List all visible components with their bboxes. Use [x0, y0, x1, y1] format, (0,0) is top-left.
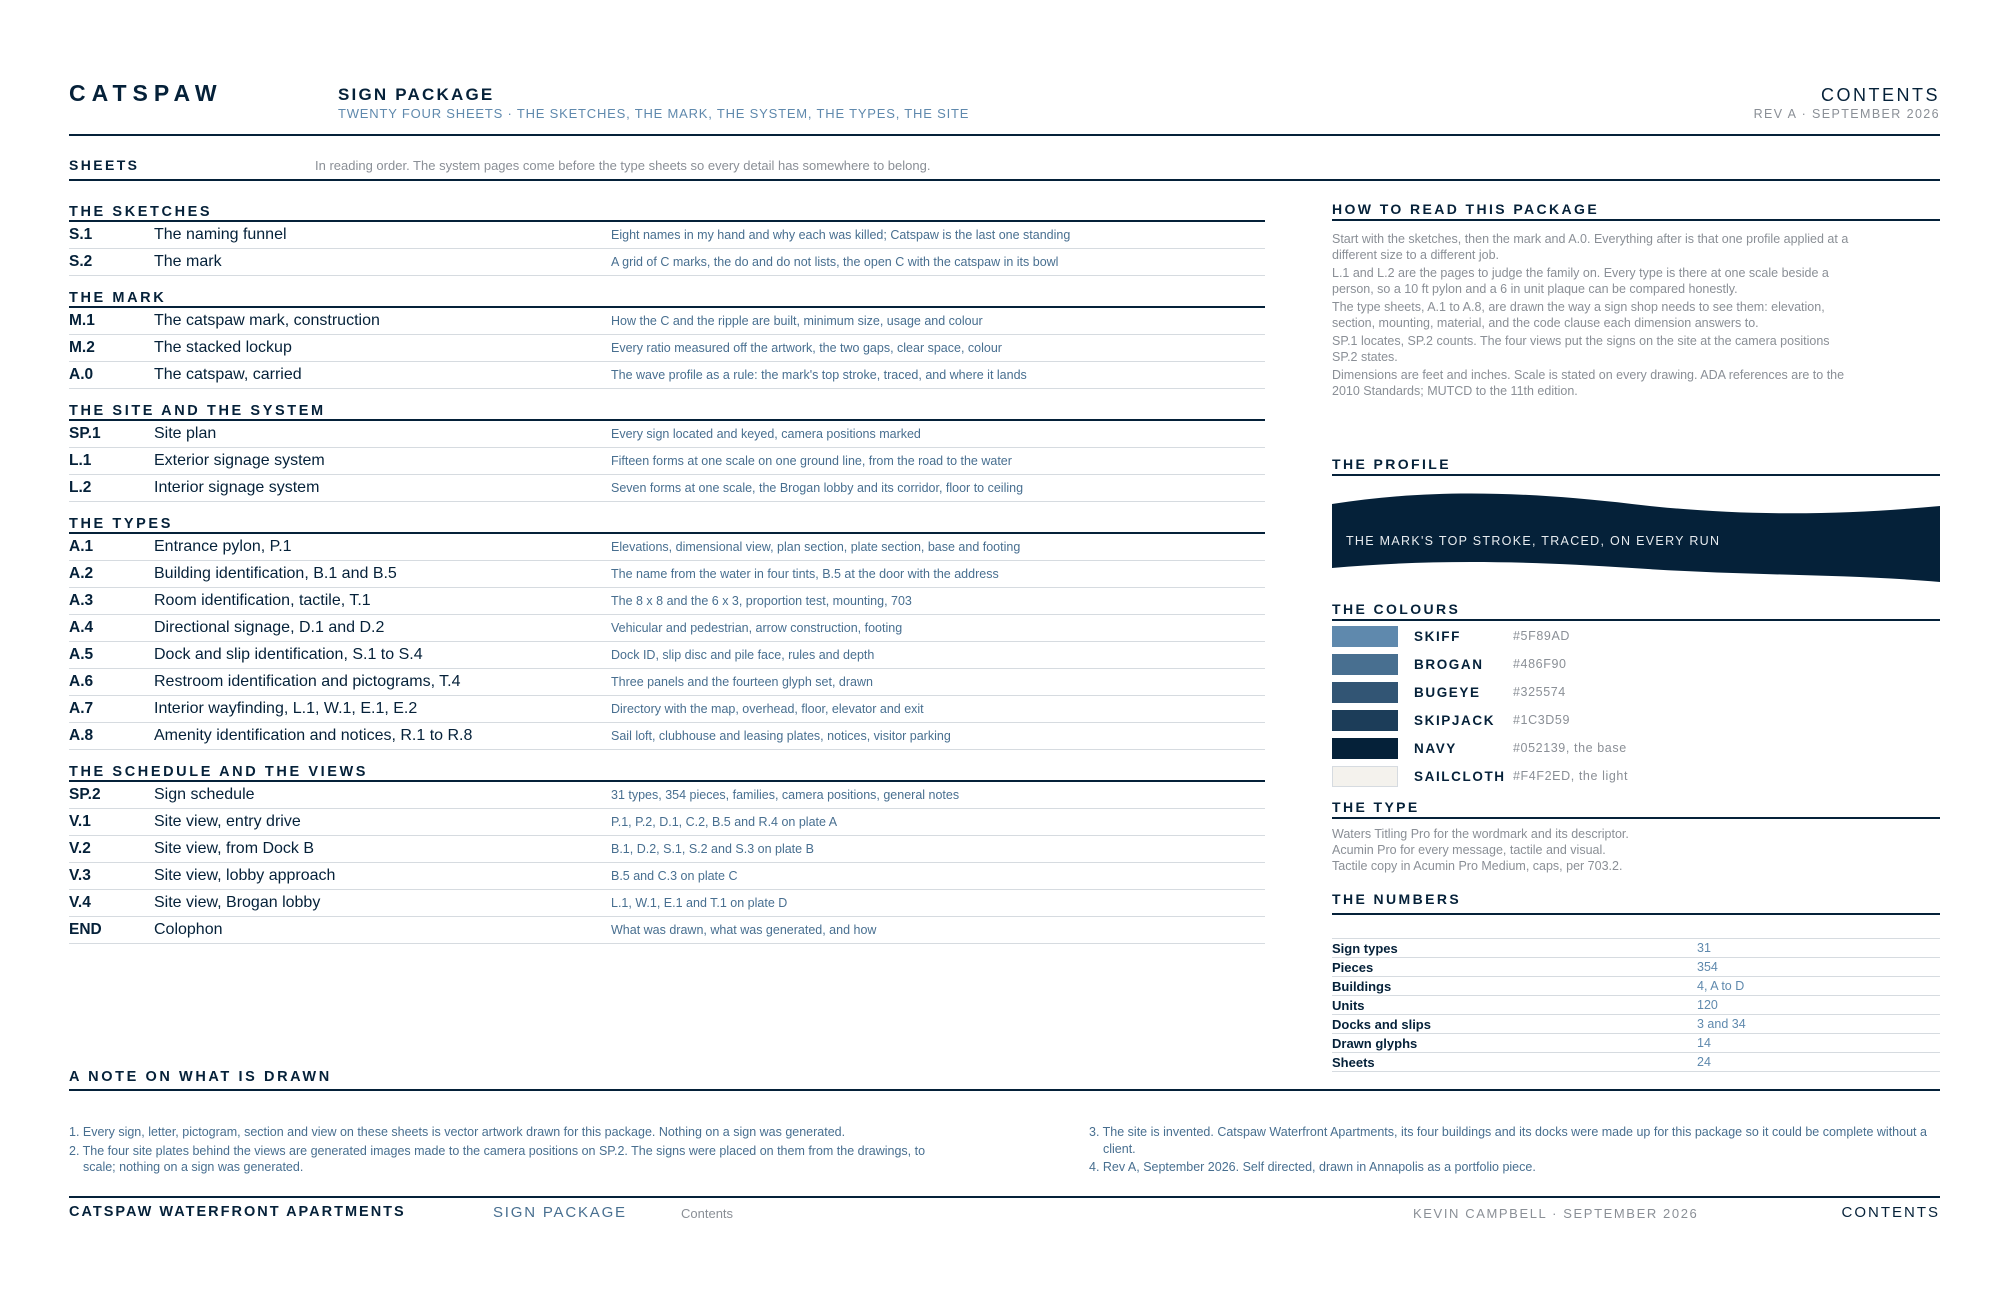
page-label: CONTENTS [1821, 85, 1940, 105]
colour-hex: #486F90 [1513, 657, 1567, 671]
colour-name: SKIFF [1414, 628, 1461, 644]
sheet-row[interactable] [69, 669, 1265, 696]
sheet-name: The naming funnel [154, 226, 287, 243]
sheet-name: Site view, entry drive [154, 813, 301, 830]
sheets-note: In reading order. The system pages come before the type sheets so every detail has somewhere to belong. [315, 158, 931, 173]
colour-row [1332, 762, 1940, 790]
sheet-code: L.2 [69, 479, 92, 496]
sheet-name: Building identification, B.1 and B.5 [154, 565, 397, 582]
colour-row [1332, 622, 1940, 650]
how-to-read-heading: HOW TO READ THIS PACKAGE [1332, 201, 1940, 221]
sheet-row[interactable] [69, 222, 1265, 249]
section-heading: THE SITE AND THE SYSTEM [69, 399, 1265, 421]
sheet-description: Every ratio measured off the artwork, the two gaps, clear space, colour [611, 341, 1002, 355]
sheet-code: SP.1 [69, 425, 101, 442]
sheet-code: M.1 [69, 312, 95, 329]
numbers-panel [1332, 891, 1940, 1072]
colour-row [1332, 650, 1940, 678]
note-heading: A NOTE ON WHAT IS DRAWN [69, 1069, 1940, 1091]
sheet-row[interactable] [69, 863, 1265, 890]
footer-page: Contents [681, 1206, 734, 1221]
sheet-description: A grid of C marks, the do and do not lists, the open C with the catspaw in its bowl [611, 255, 1059, 269]
sheet-code: A.8 [69, 727, 94, 744]
sheet-row[interactable] [69, 448, 1265, 475]
colour-hex: #F4F2ED, the light [1513, 769, 1629, 783]
brand-wordmark: CATSPAW [69, 80, 223, 106]
section-heading: THE TYPES [69, 512, 1265, 534]
sheet-description: L.1, W.1, E.1 and T.1 on plate D [611, 896, 788, 910]
sheet-code: A.5 [69, 646, 94, 663]
sheet-row[interactable] [69, 723, 1265, 750]
sheet-name: Sign schedule [154, 786, 255, 803]
sheet-row[interactable] [69, 836, 1265, 863]
number-row [1332, 958, 1940, 977]
type-lines [1332, 826, 1940, 874]
colour-name: BROGAN [1414, 656, 1484, 672]
sheet-description: The wave profile as a rule: the mark's top stroke, traced, and where it lands [611, 368, 1027, 382]
sheet-code: V.3 [69, 867, 91, 884]
sheet-row[interactable] [69, 642, 1265, 669]
how-to-read-paragraph: The type sheets, A.1 to A.8, are drawn the way a sign shop needs to see them: elevation, section, mounting, material, and the code clause each dimension answers to. [1332, 300, 1825, 330]
sheet-code: END [69, 921, 102, 938]
sheet-code: V.2 [69, 840, 91, 857]
sheet-description: What was drawn, what was generated, and how [611, 923, 877, 937]
sheet-description: Directory with the map, overhead, floor, elevator and exit [611, 702, 924, 716]
number-value: 120 [1697, 998, 1718, 1012]
sheet-code: V.4 [69, 894, 91, 911]
sheet-row[interactable] [69, 249, 1265, 276]
number-value: 4, A to D [1697, 979, 1745, 993]
number-row [1332, 1015, 1940, 1034]
profile-heading: THE PROFILE [1332, 456, 1940, 476]
header-rule [69, 134, 1940, 136]
number-value: 3 and 34 [1697, 1017, 1746, 1031]
colour-swatch [1332, 682, 1398, 703]
sheet-description: B.5 and C.3 on plate C [611, 869, 738, 883]
number-value: 14 [1697, 1036, 1711, 1050]
colour-row [1332, 734, 1940, 762]
number-row [1332, 996, 1940, 1015]
how-to-read-paragraph: Start with the sketches, then the mark and A.0. Everything after is that one profile applied at a different size to a different job. [1332, 232, 1849, 262]
number-label: Docks and slips [1332, 1016, 1431, 1032]
how-to-read-paragraph: L.1 and L.2 are the pages to judge the family on. Every type is there at one scale beside a person, so a 10 ft pylon and a 6 in unit plaque can be compared honestly. [1332, 266, 1829, 296]
sheet-description: P.1, P.2, D.1, C.2, B.5 and R.4 on plate A [611, 815, 838, 829]
number-label: Sheets [1332, 1054, 1375, 1070]
note-item: 3. The site is invented. Catspaw Waterfront Apartments, its four buildings and its docks were made up for this package so it could be complete without a client. [1089, 1125, 1927, 1156]
sheet-name: Site view, lobby approach [154, 867, 336, 884]
sheet-code: A.2 [69, 565, 94, 582]
sheet-name: The stacked lockup [154, 339, 292, 356]
colour-name: BUGEYE [1414, 684, 1481, 700]
sheet-code: A.1 [69, 538, 94, 555]
sheet-code: A.6 [69, 673, 94, 690]
note-item: 1. Every sign, letter, pictogram, section and view on these sheets is vector artwork drawn for this package. Nothing on a sign was generated. [69, 1125, 846, 1139]
sheets-rule [69, 179, 1940, 181]
profile-wave-band [1332, 492, 1940, 582]
sheet-code: M.2 [69, 339, 95, 356]
sheet-name: Room identification, tactile, T.1 [154, 592, 371, 609]
sheet-name: Entrance pylon, P.1 [154, 538, 292, 555]
section-gap [69, 276, 1265, 286]
footer-rule [69, 1196, 1940, 1198]
sheet-description: The name from the water in four tints, B.5 at the door with the address [611, 567, 999, 581]
sheet-name: The catspaw, carried [154, 366, 302, 383]
type-heading: THE TYPE [1332, 799, 1940, 819]
package-title: SIGN PACKAGE [338, 85, 495, 104]
sheet-name: Amenity identification and notices, R.1 to R.8 [154, 727, 473, 744]
section-gap [69, 502, 1265, 512]
note-right-column [1089, 1124, 1949, 1178]
sheet-description: Sail loft, clubhouse and leasing plates, notices, visitor parking [611, 729, 951, 743]
number-label: Sign types [1332, 940, 1398, 956]
contents-list [69, 200, 1265, 944]
sheet-description: Three panels and the fourteen glyph set, drawn [611, 675, 873, 689]
sheet-name: Exterior signage system [154, 452, 325, 469]
sheet-description: Vehicular and pedestrian, arrow construction, footing [611, 621, 903, 635]
number-value: 31 [1697, 941, 1711, 955]
sheet-name: Interior wayfinding, L.1, W.1, E.1, E.2 [154, 700, 418, 717]
number-row [1332, 977, 1940, 996]
numbers-table [1332, 938, 1940, 1072]
colour-hex: #1C3D59 [1513, 713, 1571, 727]
sheet-row[interactable] [69, 421, 1265, 448]
how-to-read-paragraph: SP.1 locates, SP.2 counts. The four views put the signs on the site at the camera positions SP.2 states. [1332, 334, 1830, 364]
sheet-row[interactable] [69, 335, 1265, 362]
sheet-row[interactable] [69, 561, 1265, 588]
profile-heading-wrap [1332, 456, 1940, 476]
footer-package: SIGN PACKAGE [493, 1204, 627, 1221]
sheet-code: A.0 [69, 366, 94, 383]
sheet-row[interactable] [69, 917, 1265, 944]
note-item: 4. Rev A, September 2026. Self directed, drawn in Annapolis as a portfolio piece. [1089, 1160, 1536, 1174]
colour-hex: #325574 [1513, 685, 1566, 699]
sheet-name: Site view, Brogan lobby [154, 894, 321, 911]
sheet-name: Dock and slip identification, S.1 to S.4 [154, 646, 423, 663]
sheet-code: A.7 [69, 700, 94, 717]
sheet-description: Elevations, dimensional view, plan section, plate section, base and footing [611, 540, 1021, 554]
note-left-column [69, 1124, 929, 1178]
how-to-read-paragraph: Dimensions are feet and inches. Scale is stated on every drawing. ADA references are to the 2010 Standards; MUTCD to the 11th edition. [1332, 368, 1845, 398]
type-line: Acumin Pro for every message, tactile and visual. [1332, 843, 1606, 857]
sheet-code: A.3 [69, 592, 94, 609]
colour-name: NAVY [1414, 740, 1457, 756]
profile-caption: THE MARK'S TOP STROKE, TRACED, ON EVERY RUN [1346, 534, 1721, 548]
sheet-description: Eight names in my hand and why each was killed; Catspaw is the last one standing [611, 228, 1071, 242]
colour-name: SAILCLOTH [1414, 768, 1506, 784]
number-label: Units [1332, 997, 1365, 1013]
sheet-name: Colophon [154, 921, 223, 938]
number-label: Pieces [1332, 959, 1374, 975]
sheet-row[interactable] [69, 809, 1265, 836]
sheet-name: Site plan [154, 425, 217, 442]
number-label: Buildings [1332, 978, 1392, 994]
sheet-name: Directional signage, D.1 and D.2 [154, 619, 385, 636]
revision-label: REV A · SEPTEMBER 2026 [1753, 107, 1940, 121]
sheet-name: Interior signage system [154, 479, 320, 496]
sheet-name: Restroom identification and pictograms, T.4 [154, 673, 461, 690]
sheet-row[interactable] [69, 588, 1265, 615]
section-heading: THE SCHEDULE AND THE VIEWS [69, 760, 1265, 782]
number-label: Drawn glyphs [1332, 1035, 1418, 1051]
how-to-read-panel [1332, 201, 1940, 399]
sheet-row[interactable] [69, 890, 1265, 917]
sheet-row[interactable] [69, 534, 1265, 561]
sheet-name: The catspaw mark, construction [154, 312, 380, 329]
section-gap [69, 750, 1265, 760]
colour-hex: #052139, the base [1513, 741, 1627, 755]
sheet-description: The 8 x 8 and the 6 x 3, proportion test, mounting, 703 [611, 594, 912, 608]
sheets-label: SHEETS [69, 157, 140, 173]
colour-swatch [1332, 710, 1398, 731]
colour-swatch [1332, 738, 1398, 759]
colour-swatch [1332, 626, 1398, 647]
sheet-code: V.1 [69, 813, 91, 830]
sheet-description: Fifteen forms at one scale on one ground line, from the road to the water [611, 454, 1012, 468]
sheet-description: Dock ID, slip disc and pile face, rules and depth [611, 648, 875, 662]
type-line: Waters Titling Pro for the wordmark and its descriptor. [1332, 827, 1629, 841]
sheet-row[interactable] [69, 362, 1265, 389]
sheet-code: L.1 [69, 452, 92, 469]
colour-name: SKIPJACK [1414, 712, 1496, 728]
number-row [1332, 1034, 1940, 1053]
how-to-read-paragraphs [1332, 231, 1940, 399]
footer-page-caps: CONTENTS [1841, 1204, 1940, 1221]
section-heading: THE SKETCHES [69, 200, 1265, 222]
colours-panel [1332, 601, 1940, 790]
footer-author: KEVIN CAMPBELL · SEPTEMBER 2026 [1413, 1206, 1699, 1221]
sheet-description: Seven forms at one scale, the Brogan lobby and its corridor, floor to ceiling [611, 481, 1024, 495]
colour-hex: #5F89AD [1513, 629, 1571, 643]
sheet-code: A.4 [69, 619, 94, 636]
sheet-code: SP.2 [69, 786, 101, 803]
sheet-name: Site view, from Dock B [154, 840, 315, 857]
sheet-description: How the C and the ripple are built, minimum size, usage and colour [611, 314, 983, 328]
section-heading: THE MARK [69, 286, 1265, 308]
package-subtitle: TWENTY FOUR SHEETS · THE SKETCHES, THE MARK, THE SYSTEM, THE TYPES, THE SITE [338, 106, 970, 121]
numbers-heading: THE NUMBERS [1332, 891, 1940, 915]
colour-swatch [1332, 766, 1398, 787]
sheet-row[interactable] [69, 308, 1265, 335]
sheet-description: 31 types, 354 pieces, families, camera positions, general notes [611, 788, 960, 802]
colours-heading: THE COLOURS [1332, 601, 1940, 621]
number-value: 354 [1697, 960, 1718, 974]
sheet-row[interactable] [69, 782, 1265, 809]
colour-swatch-list [1332, 622, 1940, 790]
type-line: Tactile copy in Acumin Pro Medium, caps, per 703.2. [1332, 859, 1623, 873]
number-row [1332, 939, 1940, 958]
footer-project: CATSPAW WATERFRONT APARTMENTS [69, 1204, 406, 1220]
section-gap [69, 389, 1265, 399]
sheet-row[interactable] [69, 696, 1265, 723]
colour-swatch [1332, 654, 1398, 675]
type-panel [1332, 799, 1940, 874]
sheet-row[interactable] [69, 475, 1265, 502]
colour-row [1332, 706, 1940, 734]
sheet-description: Every sign located and keyed, camera positions marked [611, 427, 921, 441]
sheet-code: S.1 [69, 226, 93, 243]
note-item: 2. The four site plates behind the views are generated images made to the camera positions on SP.2. The signs were placed on them from the drawings, to scale; nothing on a sign was generated. [69, 1143, 926, 1174]
number-value: 24 [1697, 1055, 1711, 1069]
sheet-code: S.2 [69, 253, 93, 270]
colour-row [1332, 678, 1940, 706]
sheet-row[interactable] [69, 615, 1265, 642]
sheet-name: The mark [154, 253, 222, 270]
sheet-description: B.1, D.2, S.1, S.2 and S.3 on plate B [611, 842, 814, 856]
